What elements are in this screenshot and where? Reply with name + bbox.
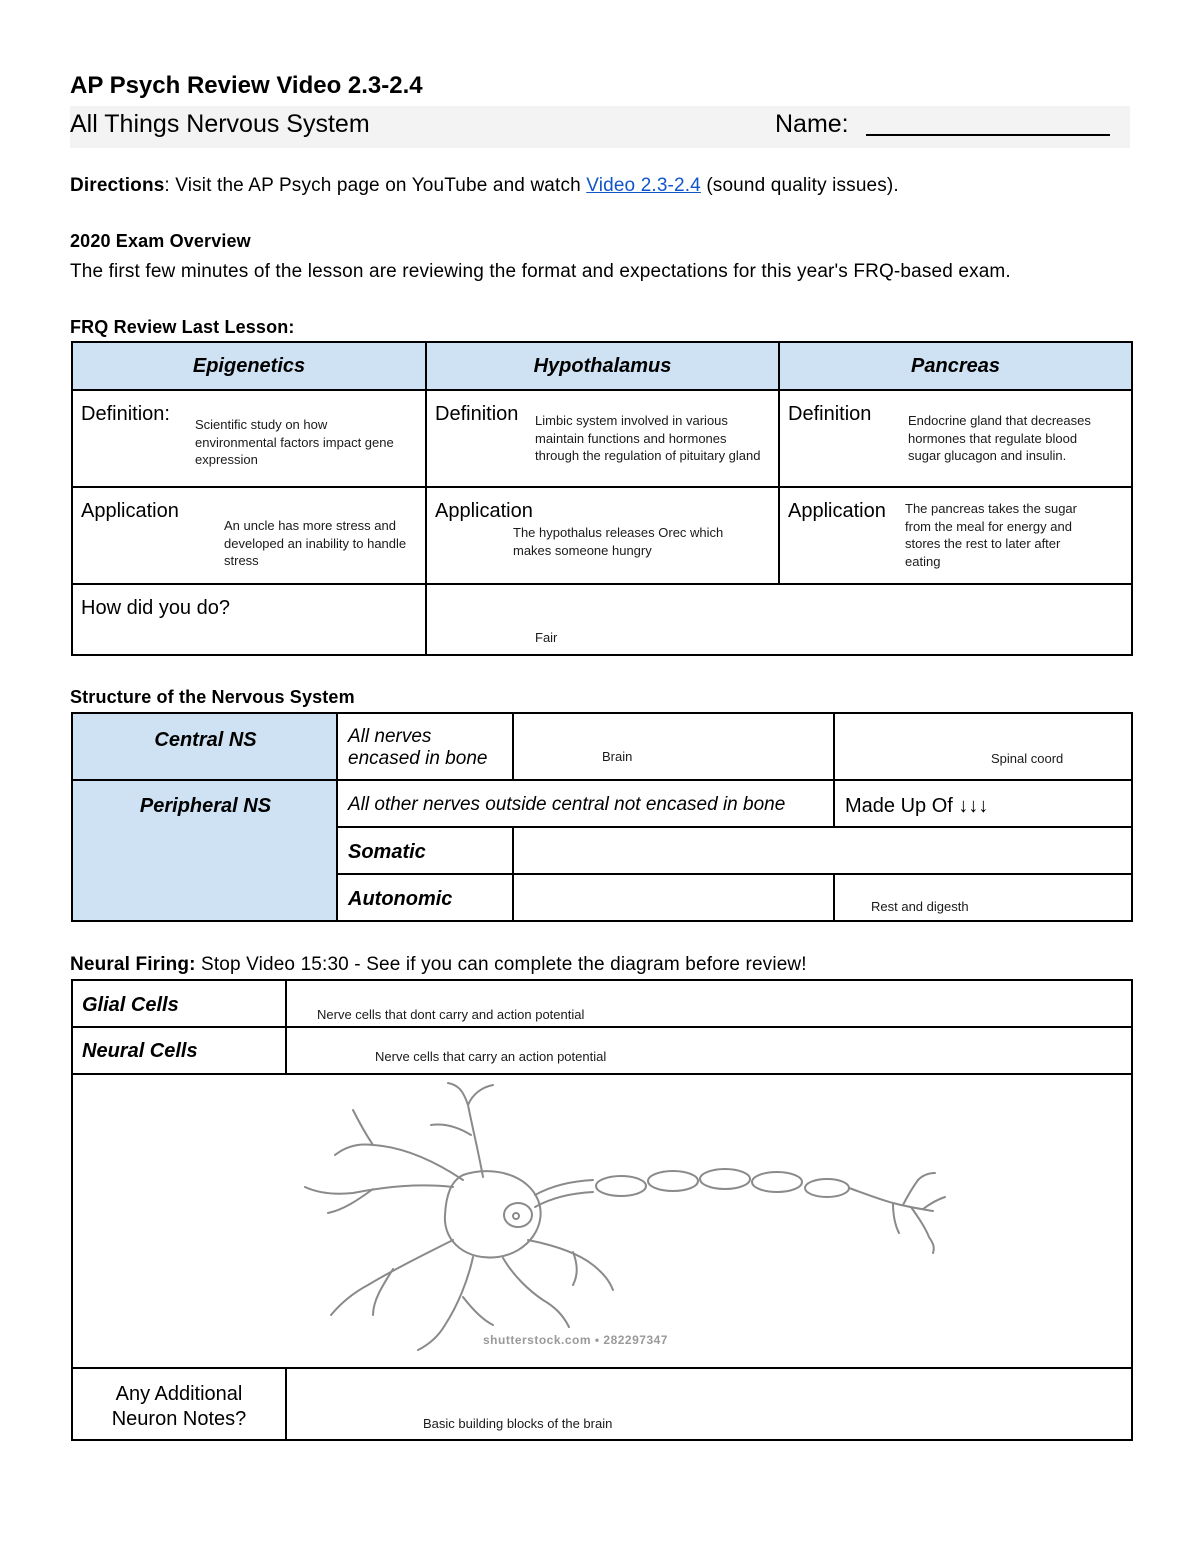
directions-label: Directions — [70, 175, 165, 196]
structure-table — [71, 712, 1133, 922]
additional-notes-label-line-2: Neuron Notes? — [111, 1408, 247, 1430]
somatic-answer-cell[interactable] — [513, 827, 1132, 874]
autonomic-cell — [337, 874, 513, 921]
frq-header-hypothalamus: Hypothalamus — [426, 342, 779, 390]
made-up-of-label: Made Up Of ↓↓↓ — [845, 795, 989, 817]
exam-overview-heading: 2020 Exam Overview — [70, 231, 251, 251]
definition-label: Definition — [435, 403, 519, 425]
neural-firing-heading — [70, 954, 807, 976]
exam-overview-text: The first few minutes of the lesson are reviewing the format and expectations for this year's FRQ-based exam. — [70, 261, 1011, 282]
video-link[interactable]: Video 2.3-2.4 — [586, 175, 701, 196]
neural-firing-instruction: Stop Video 15:30 - See if you can complete the diagram before review! — [195, 954, 807, 975]
made-up-of-cell — [834, 780, 1132, 827]
central-ns-desc-cell — [337, 713, 513, 780]
autonomic-answer: Rest and digesth — [871, 899, 969, 914]
somatic-cell — [337, 827, 513, 874]
application-label: Application — [788, 500, 886, 522]
page-title: AP Psych Review Video 2.3-2.4 — [70, 72, 423, 99]
peripheral-ns-desc-cell — [337, 780, 834, 827]
directions-text-after: (sound quality issues). — [700, 175, 899, 196]
neural-cells-answer-cell[interactable] — [286, 1027, 1132, 1074]
autonomic-answer-1-cell[interactable] — [513, 874, 834, 921]
frq-application-cell[interactable] — [779, 487, 1132, 584]
central-ns-answer-2: Spinal coord — [991, 751, 1064, 766]
definition-label: Definition: — [81, 403, 170, 425]
frq-header-epigenetics: Epigenetics — [72, 342, 426, 390]
somatic-label: Somatic — [348, 841, 426, 863]
frq-review-heading: FRQ Review Last Lesson: — [70, 317, 295, 337]
application-label: Application — [81, 500, 179, 522]
glial-cells-answer-cell[interactable] — [286, 980, 1132, 1027]
frq-definition-cell[interactable] — [72, 390, 426, 487]
additional-notes-label-cell — [72, 1368, 286, 1440]
neural-cells-cell — [72, 1027, 286, 1074]
how-did-you-do-label: How did you do? — [81, 597, 230, 619]
peripheral-ns-desc: All other nerves outside central not encased in bone — [348, 794, 786, 815]
central-ns-answer-1: Brain — [602, 749, 633, 764]
additional-notes-label-line-1: Any Additional — [115, 1383, 243, 1405]
definition-label: Definition — [788, 403, 872, 425]
directions-text-before: : Visit the AP Psych page on YouTube and watch — [164, 175, 587, 196]
neuron-diagram — [73, 1075, 1131, 1367]
structure-heading: Structure of the Nervous System — [70, 687, 355, 707]
application-answer: The hypothalus releases Orec which makes someone hungry — [513, 525, 724, 558]
directions — [70, 175, 899, 197]
frq-definition-cell[interactable] — [426, 390, 779, 487]
autonomic-answer-2-cell[interactable] — [834, 874, 1132, 921]
frq-header-pancreas: Pancreas — [779, 342, 1132, 390]
application-answer: The pancreas takes the sugar from the meal for energy and stores the rest to later after eating — [905, 501, 1077, 569]
central-ns-label: Central NS — [154, 729, 257, 751]
glial-cells-cell — [72, 980, 286, 1027]
neural-firing-table — [71, 979, 1133, 1441]
neural-cells-answer: Nerve cells that carry an action potential — [375, 1049, 607, 1064]
neural-cells-label: Neural Cells — [82, 1040, 198, 1062]
neural-firing-label: Neural Firing: — [70, 954, 196, 975]
frq-definition-cell[interactable] — [779, 390, 1132, 487]
name-label: Name: — [775, 110, 849, 138]
name-blank-line[interactable] — [866, 134, 1110, 136]
application-label: Application — [435, 500, 533, 522]
glial-cells-answer: Nerve cells that dont carry and action potential — [317, 1007, 585, 1022]
additional-notes-answer-cell[interactable] — [286, 1368, 1132, 1440]
shutterstock-watermark: shutterstock.com • 282297347 — [483, 1333, 668, 1347]
page-subtitle: All Things Nervous System — [70, 110, 370, 138]
neuron-diagram-cell — [72, 1074, 1132, 1368]
central-ns-answer-2-cell[interactable] — [834, 713, 1132, 780]
definition-answer: Scientific study on how environmental factors impact gene expression — [195, 417, 394, 467]
how-did-you-do-answer-cell[interactable] — [426, 584, 1132, 655]
frq-application-cell[interactable] — [72, 487, 426, 584]
peripheral-ns-label: Peripheral NS — [139, 795, 272, 817]
frq-application-cell[interactable] — [426, 487, 779, 584]
additional-notes-answer: Basic building blocks of the brain — [423, 1416, 613, 1431]
definition-answer: Endocrine gland that decreases hormones that regulate blood sugar glucagon and insulin. — [908, 413, 1091, 463]
autonomic-label: Autonomic — [348, 888, 453, 910]
glial-cells-label: Glial Cells — [82, 994, 179, 1016]
peripheral-ns-cell — [72, 780, 337, 921]
definition-answer: Limbic system involved in various maintain functions and hormones through the regulation of pituitary gland — [535, 413, 761, 463]
central-ns-cell — [72, 713, 337, 780]
central-ns-desc: All nerves encased in bone — [348, 726, 488, 769]
central-ns-answer-1-cell[interactable] — [513, 713, 834, 780]
frq-review-table — [71, 341, 1133, 656]
application-answer: An uncle has more stress and developed an inability to handle stress — [224, 518, 407, 568]
how-did-you-do-answer: Fair — [535, 630, 558, 645]
how-did-you-do-label-cell — [72, 584, 426, 655]
